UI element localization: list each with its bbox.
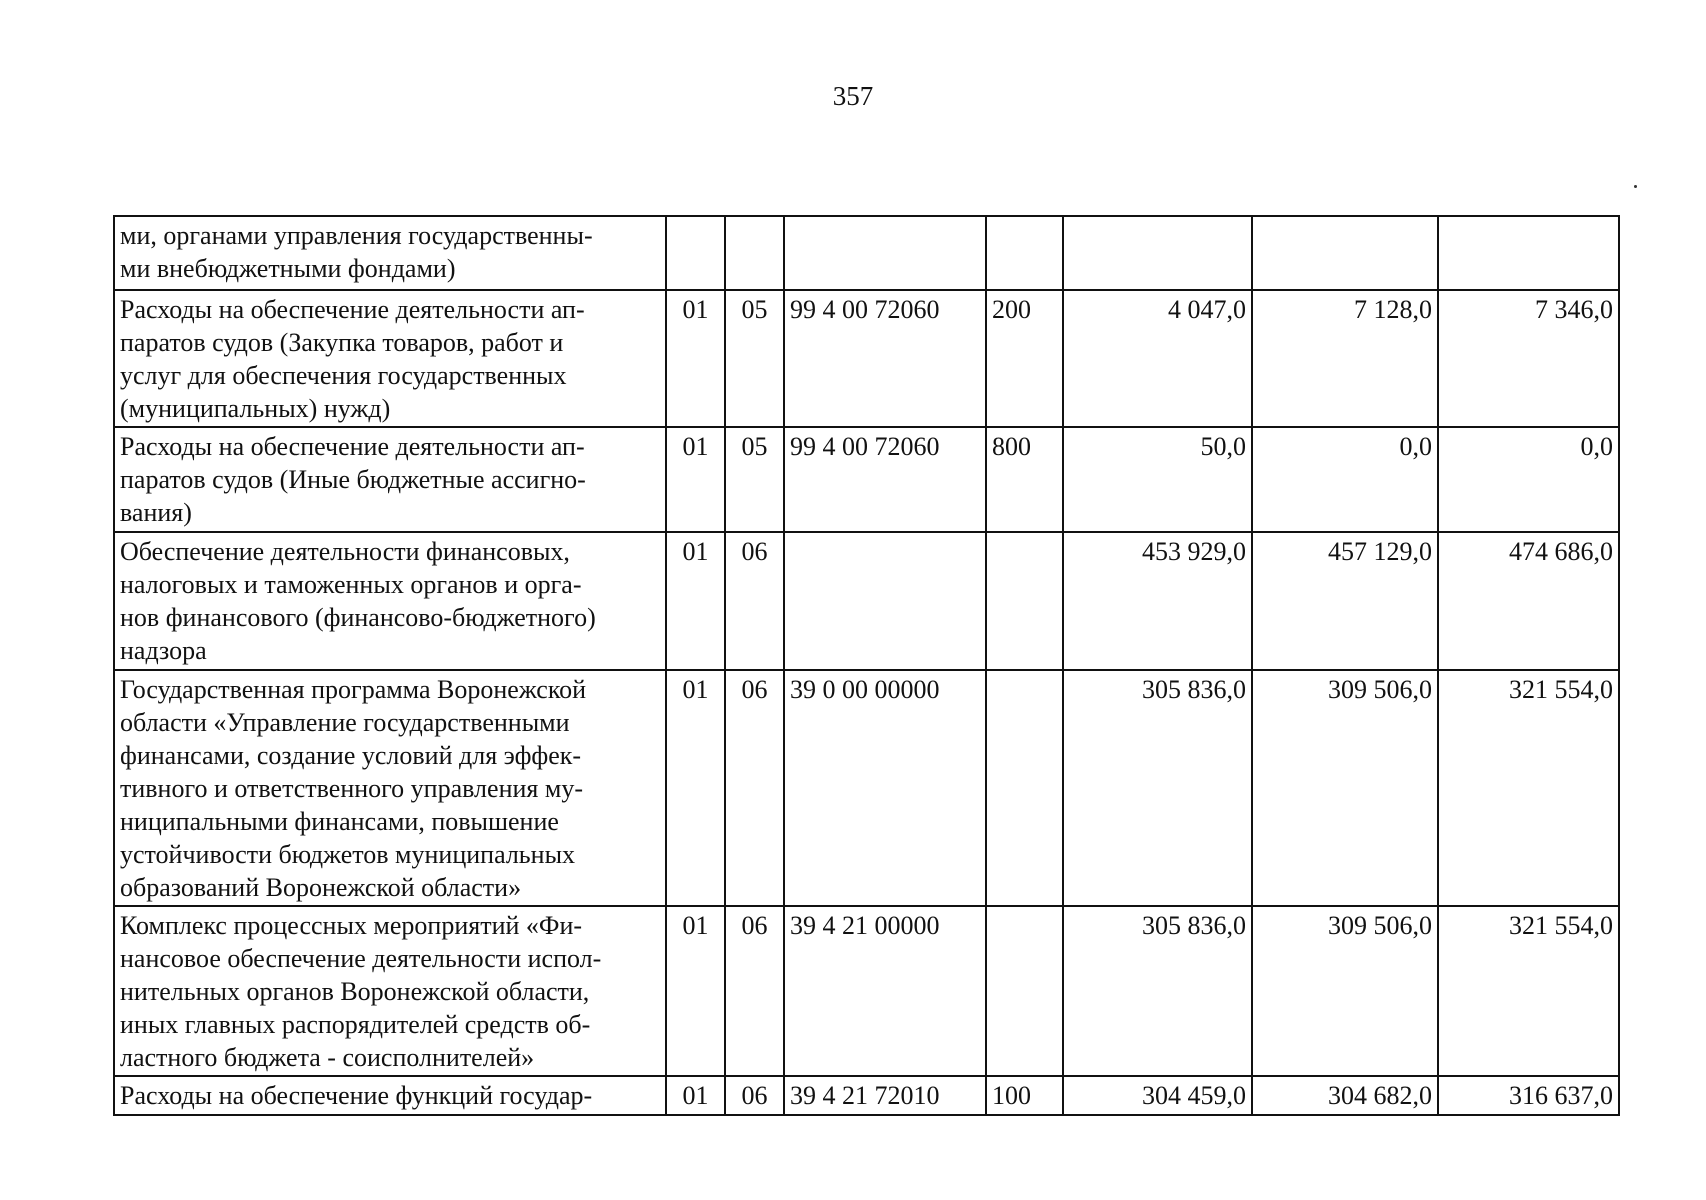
- amount-year-2: 7 128,0: [1252, 290, 1438, 427]
- amount-year-3: [1438, 216, 1619, 290]
- amount-year-2: 457 129,0: [1252, 532, 1438, 670]
- target-article-code: [784, 216, 986, 290]
- expense-type-code: [986, 906, 1063, 1076]
- amount-year-1: 304 459,0: [1063, 1076, 1252, 1115]
- amount-year-1: 305 836,0: [1063, 906, 1252, 1076]
- target-article-code: 39 4 21 00000: [784, 906, 986, 1076]
- expense-type-code: [986, 532, 1063, 670]
- amount-year-1: 50,0: [1063, 427, 1252, 532]
- subsection-code: 05: [725, 427, 784, 532]
- amount-year-2: [1252, 216, 1438, 290]
- section-code: [666, 216, 725, 290]
- expense-type-code: 200: [986, 290, 1063, 427]
- target-article-code: 39 4 21 72010: [784, 1076, 986, 1115]
- amount-year-3: 7 346,0: [1438, 290, 1619, 427]
- target-article-code: 39 0 00 00000: [784, 670, 986, 906]
- budget-table: [113, 215, 1620, 1116]
- page-number: 357: [832, 81, 874, 111]
- table-row: [114, 290, 1619, 427]
- expense-type-code: 800: [986, 427, 1063, 532]
- expense-type-code: [986, 670, 1063, 906]
- row-description: Расходы на обеспечение деятельности ап- паратов судов (Закупка товаров, работ и услуг для обеспечения государственных (муниципальных) нужд): [114, 290, 666, 427]
- amount-year-1: 305 836,0: [1063, 670, 1252, 906]
- expense-type-code: [986, 216, 1063, 290]
- table-row: [114, 532, 1619, 670]
- table-row: [114, 216, 1619, 290]
- row-description: Государственная программа Воронежской области «Управление государственными финансами, создание условий для эффек- тивного и ответственного управления му- ниципальными финансами, повышение устойчивости бюджетов муниципальных образований Воронежской области»: [114, 670, 666, 906]
- table-row: [114, 1076, 1619, 1115]
- amount-year-3: 0,0: [1438, 427, 1619, 532]
- table-row: [114, 670, 1619, 906]
- subsection-code: 05: [725, 290, 784, 427]
- amount-year-2: 304 682,0: [1252, 1076, 1438, 1115]
- amount-year-3: 321 554,0: [1438, 670, 1619, 906]
- scan-speck: [1634, 185, 1637, 188]
- section-code: 01: [666, 906, 725, 1076]
- row-description: Расходы на обеспечение функций государ-: [114, 1076, 666, 1115]
- expense-type-code: 100: [986, 1076, 1063, 1115]
- amount-year-1: 453 929,0: [1063, 532, 1252, 670]
- table-row: [114, 906, 1619, 1076]
- row-description: Комплекс процессных мероприятий «Фи- нансовое обеспечение деятельности испол- нительных органов Воронежской области, иных главных распорядителей средств об- ластного бюджета - соисполнителей»: [114, 906, 666, 1076]
- subsection-code: 06: [725, 1076, 784, 1115]
- target-article-code: 99 4 00 72060: [784, 290, 986, 427]
- amount-year-3: 474 686,0: [1438, 532, 1619, 670]
- amount-year-1: 4 047,0: [1063, 290, 1252, 427]
- amount-year-1: [1063, 216, 1252, 290]
- amount-year-3: 321 554,0: [1438, 906, 1619, 1076]
- target-article-code: 99 4 00 72060: [784, 427, 986, 532]
- subsection-code: [725, 216, 784, 290]
- section-code: 01: [666, 427, 725, 532]
- target-article-code: [784, 532, 986, 670]
- amount-year-2: 309 506,0: [1252, 906, 1438, 1076]
- subsection-code: 06: [725, 670, 784, 906]
- row-description: Обеспечение деятельности финансовых, налоговых и таможенных органов и орга- нов финансового (финансово-бюджетного) надзора: [114, 532, 666, 670]
- row-description: Расходы на обеспечение деятельности ап- паратов судов (Иные бюджетные ассигно- вания): [114, 427, 666, 532]
- subsection-code: 06: [725, 906, 784, 1076]
- row-description: ми, органами управления государственны- ми внебюджетными фондами): [114, 216, 666, 290]
- section-code: 01: [666, 532, 725, 670]
- amount-year-3: 316 637,0: [1438, 1076, 1619, 1115]
- subsection-code: 06: [725, 532, 784, 670]
- table-row: [114, 427, 1619, 532]
- amount-year-2: 0,0: [1252, 427, 1438, 532]
- section-code: 01: [666, 1076, 725, 1115]
- section-code: 01: [666, 290, 725, 427]
- section-code: 01: [666, 670, 725, 906]
- amount-year-2: 309 506,0: [1252, 670, 1438, 906]
